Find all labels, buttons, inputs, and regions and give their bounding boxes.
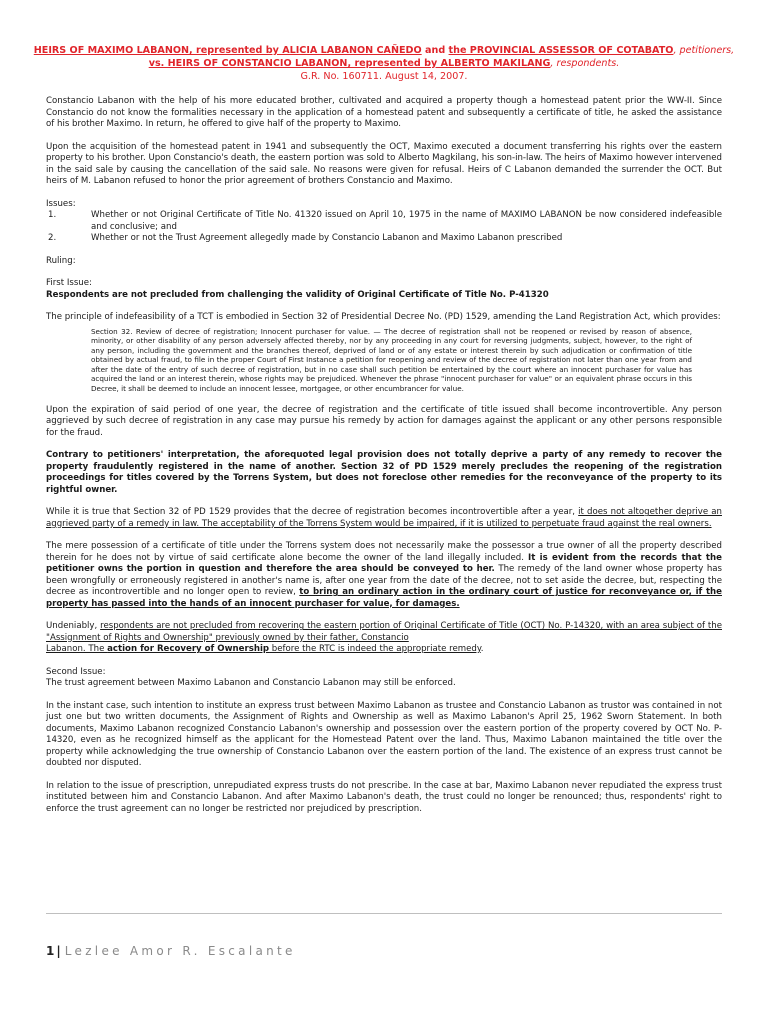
issue-number: 1.	[48, 210, 57, 220]
und-bold-underlined-text: action for Recovery of Ownership	[107, 644, 270, 655]
expiration-paragraph: Upon the expiration of said period of one year, the decree of registration and the certificate of title issued shall become incontrovertible. Any person aggrieved by such decree of registration in any case may pursue his remedy by action for damages against the applicant or any other persons responsible for the fraud.	[46, 404, 722, 438]
issues-label: Issues:	[46, 198, 76, 209]
prescription-paragraph: In relation to the issue of prescription, unrepudiated express trusts do not prescribe. In the case at bar, Maximo Labanon never repudiated the express trust instituted between him and Constancio Labanon. And after Maximo Labanon's death, the trust could no longer be renounced; thus, respondents' right to enforce the trust agreement can no longer be restricted nor prejudiced by prescription.	[46, 780, 722, 814]
case-header	[0, 44, 768, 83]
case-title-line-1	[0, 44, 768, 57]
contrary-paragraph: Contrary to petitioners' interpretation, the aforequoted legal provision does not totally deprive a party of any remedy to recover the property fraudulently registered in the name of another. Section 32 of PD 1529 merely precludes the reopening of the registration proceedings for titles covered by the Torrens System, but does not foreclose other remedies for the reconveyance of the property to its rightful owner.	[46, 450, 722, 495]
petitioner-name: HEIRS OF MAXIMO LABANON, represented by ALICIA LABANON CAÑEDO	[33, 45, 422, 56]
issue-item	[46, 210, 722, 233]
und-underlined-text: respondents are not precluded from recovering the eastern portion of Original Certificate of Title (OCT) No. P-14320, with an area subject of the "Assignment of Rights and Ownership" previously owned by their father, Constancio	[46, 621, 722, 643]
while-underlined-text: it does not altogether deprive an aggrieved party of a remedy in law. The acceptability of the Torrens System would be impaired, if it is utilized to perpetuate fraud against the real owners.	[46, 507, 722, 529]
first-issue-label: First Issue:	[46, 278, 92, 288]
instant-case-paragraph: In the instant case, such intention to institute an express trust between Maximo Labanon as trustee and Constancio Labanon as trustor was contained in not just one but two written documents, the Assignment of Rights and Ownership as well as Maximo Labanon's April 25, 1962 Sworn Statement. In both documents, Maximo Labanon recognized Constancio Labanon's ownership and possession over the eastern portion of the property covered by OCT No. P-14320, even as he recognized himself as the applicant for the Homestead Patent over the land. Thus, Maximo Labanon maintained the title over the property while acknowledging the true ownership of Constancio Labanon over the eastern portion of the land. The existence of an express trust cannot be doubted nor disputed.	[46, 700, 722, 769]
while-paragraph	[46, 507, 722, 530]
und-text-a: Undeniably,	[46, 621, 101, 632]
mere-text-c: The remedy of the land owner whose property has been wrongfully or erroneously registered in another's name is, after one year from the date of the decree, not to set aside the decree, but, respecting the decree as incontrovertible and no longer open to review,	[46, 564, 723, 598]
ruling-label: Ruling:	[46, 255, 76, 266]
und-text-f: .	[480, 644, 484, 655]
mere-bold-text: It is evident from the records that the petitioner owns the portion in question and therefore the area should be conveyed to her.	[46, 552, 722, 575]
and-connector: and	[421, 45, 449, 56]
page-number: 1	[46, 944, 55, 958]
mere-possession-paragraph	[46, 541, 722, 610]
section-32-quote: Section 32. Review of decree of registration; Innocent purchaser for value. — The decree of registration shall not be reopened or revised by reason of absence, minority, or other disability of any person adversely affected thereby, nor by any proceeding in any court for reversing judgments, subject, however, to the right of any person, including the government and the branches thereof, deprived of land or of any estate or interest therein by such adjudication or confirmation of title obtained by actual fraud, to file in the proper Court of First Instance a petition for reopening and review of the decree of registration not later than one year from and after the date of the entry of such decree of registration, but in no case shall such petition be entertained by the court where an innocent purchaser for value has acquired the land or an interest therein, whose rights may be prejudiced. Whenever the phrase "innocent purchaser for value" or an equivalent phrase occurs in this Decree, it shall be deemed to include an innocent lessee, mortgagee, or other encumbrancer for value.	[91, 326, 692, 394]
first-issue-heading: Respondents are not precluded from challenging the validity of Original Certificate of Title No. P-41320	[46, 289, 549, 300]
footer-author: Lezlee Amor R. Escalante	[64, 944, 296, 958]
second-issue-label: Second Issue:	[46, 666, 106, 677]
co-petitioner-name: the PROVINCIAL ASSESSOR OF COTABATO	[448, 45, 674, 56]
principle-paragraph: The principle of indefeasibility of a TCT is embodied in Section 32 of Presidential Decree No. (PD) 1529, amending the Land Registration Act, which provides:	[46, 312, 721, 322]
issue-text: Whether or not the Trust Agreement allegedly made by Constancio Labanon and Maximo Labanon prescribed	[91, 233, 563, 243]
facts-paragraph-2: Upon the acquisition of the homestead patent in 1941 and subsequently the OCT, Maximo executed a document transferring his rights over the eastern property to his brother. Upon Constancio's death, the eastern portion was sold to Alberto Magkilang, his son-in-law. The heirs of Maximo however intervened in the said sale by causing the cancellation of the said sale. No reasons were given for refusal. Heirs of C Labanon demanded the surrender the OCT. But heirs of M. Labanon refused to honor the prior agreement of brothers Constancio and Maximo.	[46, 141, 722, 186]
facts-paragraph-1: Constancio Labanon with the help of his more educated brother, cultivated and acquired a property though a homestead patent prior the WW-II. Since Constancio do not know the formalities necessary in the application of a homestead patent and subsequently a certificate of title, he asked the assistance of his brother Maximo. In return, he offered to give half of the property to Maximo.	[46, 96, 722, 129]
mere-text-a: The mere possession of a certificate of title under the Torrens system does not necessarily make the possessor a true owner of all the property described therein for he does not by virtue of said certificate alone become the owner of the land illegally included.	[46, 541, 722, 563]
issues-list	[46, 210, 722, 245]
page-footer	[46, 944, 296, 958]
issue-text: Whether or not Original Certificate of Title No. 41320 issued on April 10, 1975 in the name of MAXIMO LABANON be now considered indefeasible and conclusive; and	[91, 210, 722, 232]
und-text-e: before the RTC is indeed the appropriate remedy	[269, 644, 481, 655]
issue-item	[46, 233, 722, 245]
und-text-c: Labanon. The	[46, 644, 108, 655]
mere-bold-underlined-text: to bring an ordinary action in the ordinary court of justice for reconveyance or, if the property has passed into the hands of an innocent purchaser for value, for damages.	[46, 587, 722, 609]
case-citation: G.R. No. 160711. August 14, 2007.	[300, 71, 468, 82]
respondents-designation: , respondents.	[550, 58, 620, 69]
issue-number: 2.	[48, 233, 57, 243]
case-title-line-2	[0, 57, 768, 70]
document-body	[46, 96, 722, 815]
respondent-name: vs. HEIRS OF CONSTANCIO LABANON, represented by ALBERTO MAKILANG	[148, 58, 551, 69]
while-text: While it is true that Section 32 of PD 1529 provides that the decree of registration becomes incontrovertible after a year,	[46, 507, 579, 518]
petitioners-designation: , petitioners,	[673, 45, 735, 56]
second-issue-text: The trust agreement between Maximo Labanon and Constancio Labanon may still be enforced.	[46, 678, 456, 689]
undeniably-paragraph	[46, 621, 722, 656]
footer-divider	[46, 913, 722, 914]
footer-separator: |	[56, 944, 61, 958]
